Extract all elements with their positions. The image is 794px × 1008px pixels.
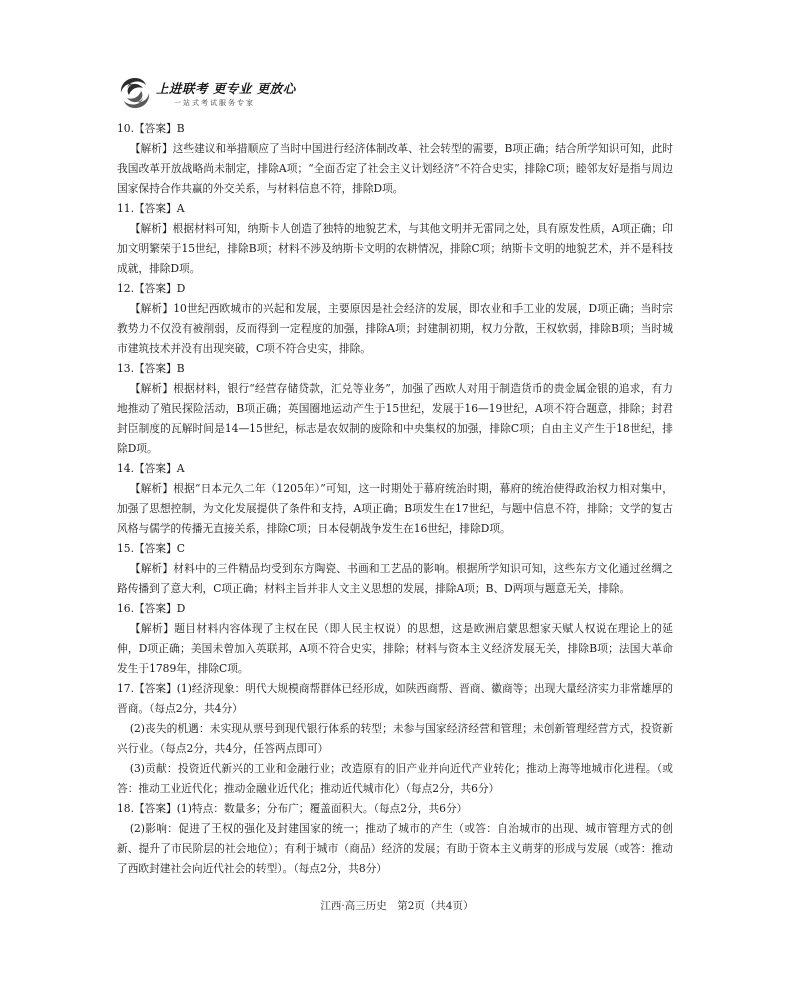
answer-item-17 (117, 679, 673, 799)
answer-item-18 (117, 799, 673, 879)
slogan: 上进联考 更专业 更放心 (156, 81, 296, 96)
page-footer: 江西·高三历史 第2页（共4页） (320, 900, 474, 912)
explanation: 【解析】这些建议和举措顺应了当时中国进行经济体制改革、社会转型的需要，B项正确；结合所学知识可知，此时我国改革开放战略尚未制定，排除A项；“全面否定了社会主义计划经济”不符合史实，排除C项；睦邻友好是指与周边国家保持合作共赢的外交关系，与材料信息不符，排除D项。 (117, 142, 673, 195)
swirl-logo-icon (118, 76, 152, 110)
explanation: 【解析】根据材料可知，纳斯卡人创造了独特的地貌艺术，与其他文明并无雷同之处，具有原发性质，A项正确；印加文明繁荣于15世纪，排除B项；材料不涉及纳斯卡文明的农耕情况，排除C项；纳斯卡文明的地貌艺术，并不是科技成就，排除D项。 (117, 222, 673, 275)
answer-line: 16.【答案】D (117, 602, 186, 615)
answer-content (117, 119, 673, 879)
answer-line: 13.【答案】B (117, 362, 185, 375)
answer-line: 10.【答案】B (117, 122, 185, 135)
answer-line: 17.【答案】(1)经济现象：明代大规模商帮群体已经形成，如陕西商帮、晋商、徽商等；出现大量经济实力非常雄厚的晋商。（每点2分，共4分） (117, 682, 673, 715)
answer-line: 12.【答案】D (117, 282, 186, 295)
answer-line: 15.【答案】C (117, 542, 185, 555)
answer-item-11 (117, 199, 673, 279)
answer-item-13 (117, 359, 673, 459)
explanation: (2)丧失的机遇：未实现从票号到现代银行体系的转型；未参与国家经济经营和管理；未创新管理经营方式，投资新兴行业。（每点2分，共4分，任答两点即可） (117, 722, 673, 755)
header-logo-banner (118, 76, 418, 112)
explanation: (2)影响：促进了王权的强化及封建国家的统一；推动了城市的产生（或答：自治城市的出现、城市管理方式的创新、提升了市民阶层的社会地位）；有利于城市（商品）经济的发展；有助于资本主义萌芽的形成与发展（或答：推动了西欧封建社会向近代社会的转型）。（每点2分，共8分） (117, 822, 673, 875)
explanation: 【解析】根据“日本元久二年（1205年）”可知，这一时期处于幕府统治时期，幕府的统治使得政治权力相对集中，加强了思想控制，为文化发展提供了条件和支持，A项正确；B项发生在17世纪，与题中信息不符，排除；文学的复古风格与儒学的传播无直接关系，排除C项；日本侵朝战争发生在16世纪，排除D项。 (117, 482, 673, 535)
answer-line: 11.【答案】A (117, 202, 185, 215)
explanation: 【解析】10世纪西欧城市的兴起和发展，主要原因是社会经济的发展，即农业和手工业的发展，D项正确；当时宗教势力不仅没有被削弱，反而得到一定程度的加强，排除A项；封建制初期，权力分散，王权软弱，排除B项；当时城市建筑技术并没有出现突破，C项不符合史实，排除。 (117, 302, 673, 355)
explanation: 【解析】根据材料，银行“经营存储贷款，汇兑等业务”，加强了西欧人对用于制造货币的贵金属金银的追求，有力地推动了殖民探险活动，B项正确；英国圈地运动产生于15世纪，发展于16—19世纪，A项不符合题意，排除；封君封臣制度的瓦解时间是14—15世纪，标志是农奴制的废除和中央集权的加强，排除C项；自由主义产生于18世纪，排除D项。 (117, 382, 673, 455)
answer-item-16 (117, 599, 673, 679)
answer-item-15 (117, 539, 673, 599)
sub-slogan: 一站式考试服务专家 (174, 99, 255, 107)
explanation: 【解析】题目材料内容体现了主权在民（即人民主权说）的思想，这是欧洲启蒙思想家天赋人权说在理论上的延伸，D项正确；美国未曾加入英联邦，A项不符合史实，排除；材料与资本主义经济发展无关，排除B项；法国大革命发生于1789年，排除C项。 (117, 622, 673, 675)
answer-item-14 (117, 459, 673, 539)
explanation: 【解析】材料中的三件精品均受到东方陶瓷、书画和工艺品的影响。根据所学知识可知，这些东方文化通过丝绸之路传播到了意大利，C项正确；材料主旨并非人文主义思想的发展，排除A项；B、D两项与题意无关，排除。 (117, 562, 673, 595)
answer-item-12 (117, 279, 673, 359)
answer-line: 18.【答案】(1)特点：数量多；分布广；覆盖面积大。（每点2分，共6分） (117, 802, 468, 815)
answer-item-10 (117, 119, 673, 199)
explanation: (3)贡献：投资近代新兴的工业和金融行业；改造原有的旧产业并向近代产业转化；推动上海等地城市化进程。（或答：推动工业近代化；推动金融业近代化；推动近代城市化）（每点2分，共6分） (117, 762, 673, 795)
answer-line: 14.【答案】A (117, 462, 185, 475)
